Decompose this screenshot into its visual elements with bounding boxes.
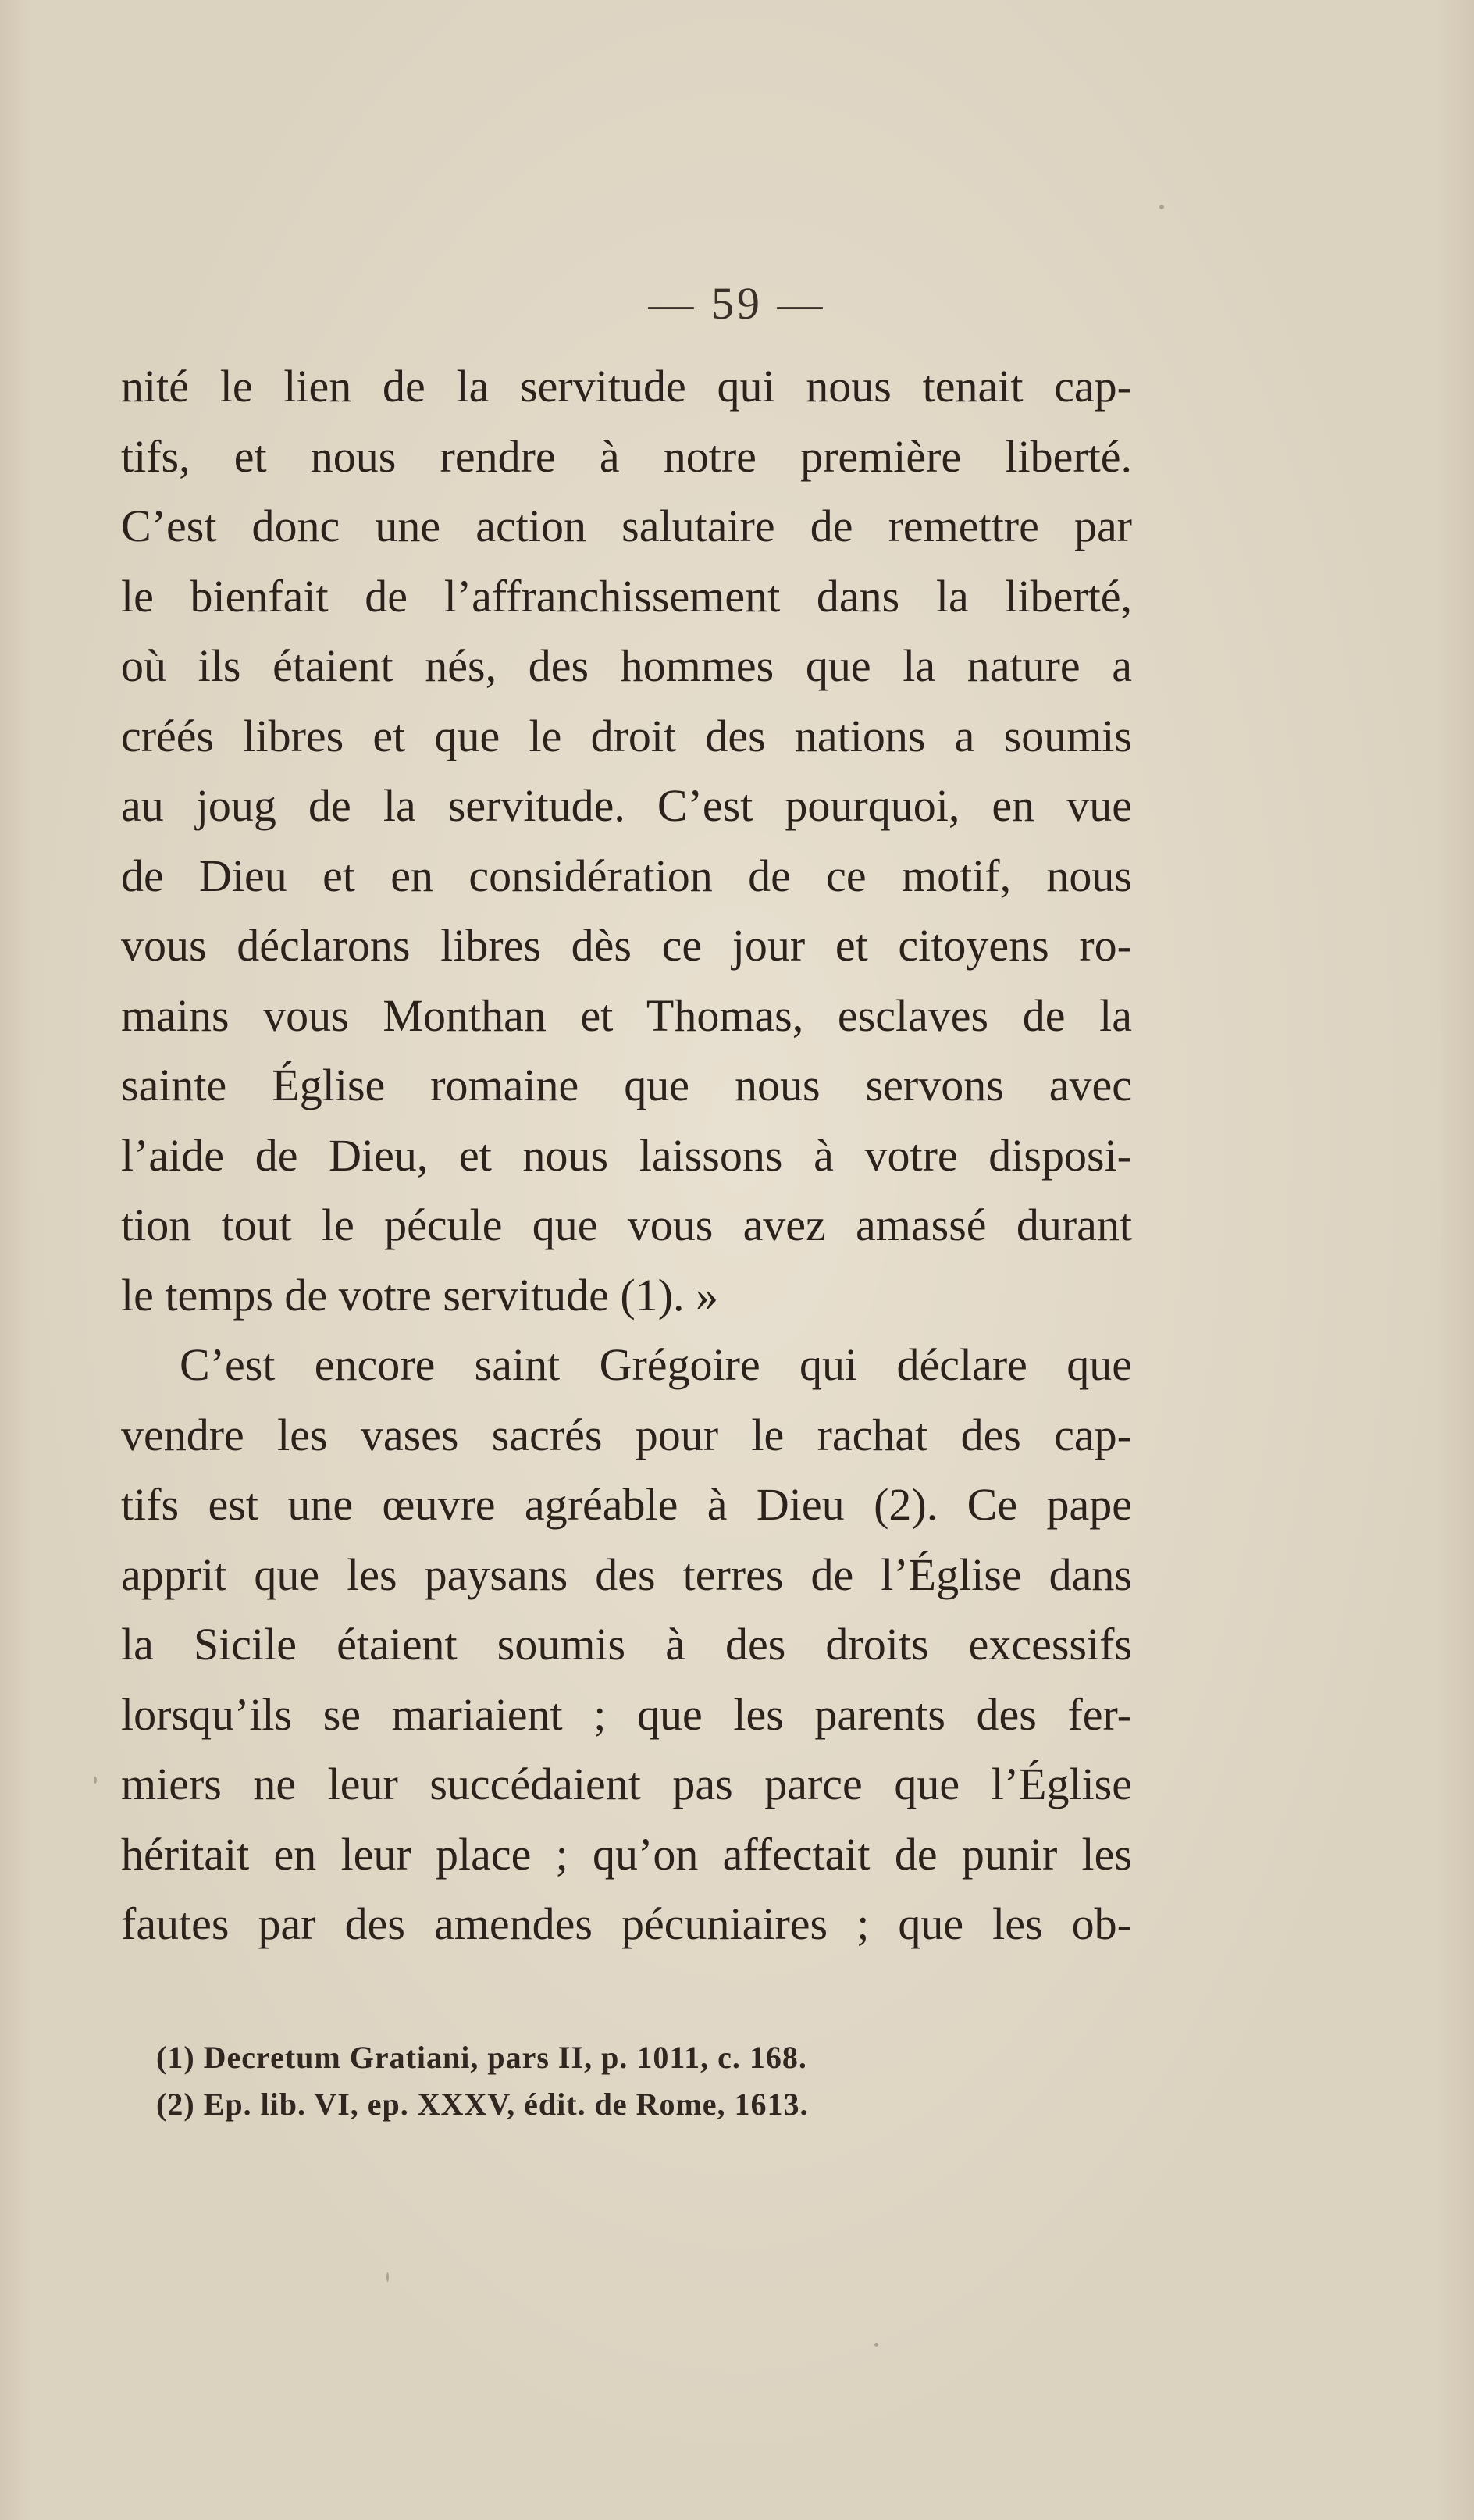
paper-speck	[874, 2343, 878, 2347]
text-line: mains vous Monthan et Thomas, esclaves de la	[121, 989, 1132, 1041]
text-line: miers ne leur succédaient pas parce que l’Église	[121, 1759, 1132, 1809]
text-line: lorsqu’ils se mariaient ; que les parents des fer-	[121, 1688, 1132, 1740]
text-line: créés libres et que le droit des nations a soumis	[121, 710, 1132, 761]
text-line: vendre les vases sacrés pour le rachat des cap-	[121, 1409, 1132, 1460]
text-line: sainte Église romaine que nous servons avec	[121, 1060, 1132, 1110]
text-line: nité le lien de la servitude qui nous tenait cap-	[121, 361, 1132, 412]
footnotes	[156, 2034, 1093, 2128]
text-line: apprit que les paysans des terres de l’Église dans	[121, 1549, 1132, 1600]
text-line: fautes par des amendes pécuniaires ; que les ob-	[121, 1898, 1132, 1949]
text-line: au joug de la servitude. C’est pourquoi, en vue	[121, 780, 1132, 831]
text-line: où ils étaient nés, des hommes que la nature a	[121, 640, 1132, 691]
text-line: de Dieu et en considération de ce motif, nous	[121, 850, 1132, 901]
paper-speck	[1159, 205, 1164, 209]
footnote: (2) Ep. lib. VI, ep. XXXV, édit. de Rome, 1613.	[156, 2087, 809, 2122]
footnote: (1) Decretum Gratiani, pars II, p. 1011, c. 168.	[156, 2040, 807, 2075]
text-line: héritait en leur place ; qu’on affectait de punir les	[121, 1828, 1132, 1880]
text-line: la Sicile étaient soumis à des droits excessifs	[121, 1619, 1132, 1670]
text-line: le bienfait de l’affranchissement dans la liberté,	[121, 570, 1132, 622]
page-number: — 59 —	[648, 278, 826, 329]
text-line: le temps de votre servitude (1). »	[121, 1269, 719, 1321]
text-line: vous déclarons libres dès ce jour et citoyens ro-	[121, 920, 1132, 971]
text-line: l’aide de Dieu, et nous laissons à votre disposi-	[121, 1129, 1132, 1181]
text-line: C’est encore saint Grégoire qui déclare que	[180, 1339, 1132, 1390]
paper-speck	[386, 2272, 389, 2282]
body-text	[121, 351, 1132, 1959]
text-line: tifs, et nous rendre à notre première liberté.	[121, 430, 1132, 482]
text-line: tion tout le pécule que vous avez amassé durant	[121, 1199, 1132, 1250]
text-line: C’est donc une action salutaire de remettre par	[121, 501, 1132, 551]
text-line: tifs est une œuvre agréable à Dieu (2). Ce pape	[121, 1479, 1132, 1530]
paper-speck	[94, 1777, 97, 1784]
